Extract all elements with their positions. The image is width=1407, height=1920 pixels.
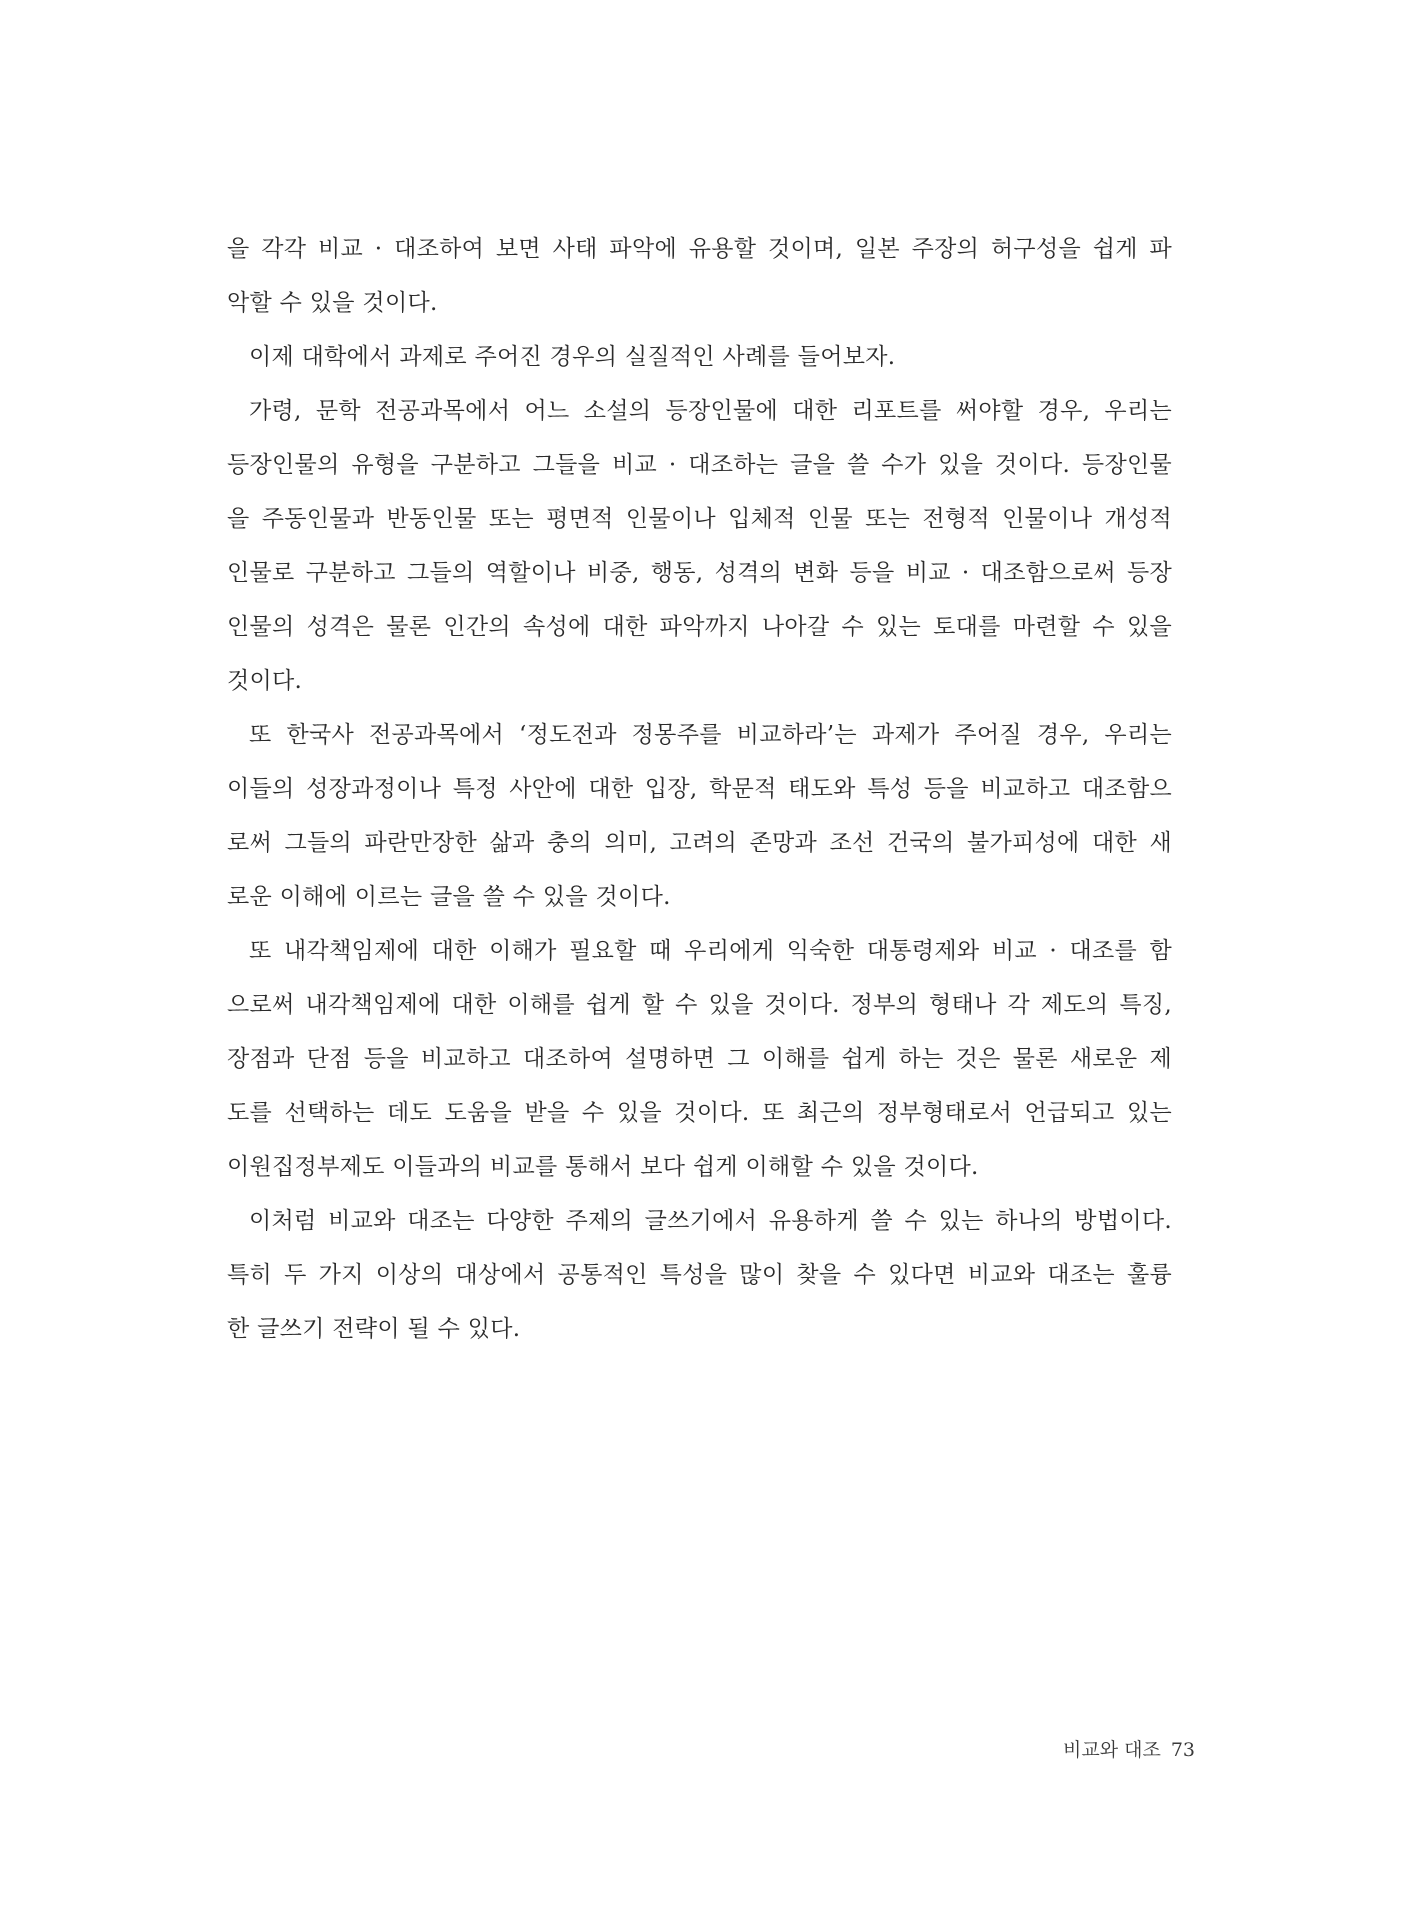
text-line: 악할 수 있을 것이다. — [227, 290, 438, 316]
text-line: 또 내각책임제에 대한 이해가 필요할 때 우리에게 익숙한 대통령제와 비교 · 대조를 함 — [249, 938, 1172, 964]
text-line: 특히 두 가지 이상의 대상에서 공통적인 특성을 많이 찾을 수 있다면 비교와 대조는 훌륭 — [227, 1262, 1172, 1288]
body-text — [227, 222, 1172, 1356]
text-line: 으로써 내각책임제에 대한 이해를 쉽게 할 수 있을 것이다. 정부의 형태나 각 제도의 특징, — [227, 992, 1172, 1018]
text-line: 것이다. — [227, 668, 303, 694]
text-line: 인물로 구분하고 그들의 역할이나 비중, 행동, 성격의 변화 등을 비교 · 대조함으로써 등장 — [227, 560, 1172, 586]
page-footer — [1063, 1738, 1195, 1762]
text-line: 이원집정부제도 이들과의 비교를 통해서 보다 쉽게 이해할 수 있을 것이다. — [227, 1154, 979, 1180]
running-footer-title: 비교와 대조 — [1063, 1739, 1161, 1761]
text-line: 을 각각 비교 · 대조하여 보면 사태 파악에 유용할 것이며, 일본 주장의 허구성을 쉽게 파 — [227, 236, 1172, 262]
text-line: 등장인물의 유형을 구분하고 그들을 비교 · 대조하는 글을 쓸 수가 있을 것이다. 등장인물 — [227, 452, 1172, 478]
text-line: 이들의 성장과정이나 특정 사안에 대한 입장, 학문적 태도와 특성 등을 비교하고 대조함으 — [227, 776, 1172, 802]
text-line: 도를 선택하는 데도 도움을 받을 수 있을 것이다. 또 최근의 정부형태로서 언급되고 있는 — [227, 1100, 1172, 1126]
text-line: 또 한국사 전공과목에서 ‘정도전과 정몽주를 비교하라’는 과제가 주어질 경우, 우리는 — [249, 722, 1172, 748]
page-number: 73 — [1170, 1739, 1195, 1761]
text-line: 가령, 문학 전공과목에서 어느 소설의 등장인물에 대한 리포트를 써야할 경우, 우리는 — [249, 398, 1172, 424]
text-line: 로써 그들의 파란만장한 삶과 충의 의미, 고려의 존망과 조선 건국의 불가피성에 대한 새 — [227, 830, 1172, 856]
text-line: 이처럼 비교와 대조는 다양한 주제의 글쓰기에서 유용하게 쓸 수 있는 하나의 방법이다. — [249, 1208, 1172, 1234]
text-line: 인물의 성격은 물론 인간의 속성에 대한 파악까지 나아갈 수 있는 토대를 마련할 수 있을 — [227, 614, 1172, 640]
text-line: 한 글쓰기 전략이 될 수 있다. — [227, 1316, 521, 1342]
text-line: 이제 대학에서 과제로 주어진 경우의 실질적인 사례를 들어보자. — [249, 344, 896, 370]
text-line: 장점과 단점 등을 비교하고 대조하여 설명하면 그 이해를 쉽게 하는 것은 물론 새로운 제 — [227, 1046, 1172, 1072]
text-line: 로운 이해에 이르는 글을 쓸 수 있을 것이다. — [227, 884, 671, 910]
text-line: 을 주동인물과 반동인물 또는 평면적 인물이나 입체적 인물 또는 전형적 인물이나 개성적 — [227, 506, 1172, 532]
